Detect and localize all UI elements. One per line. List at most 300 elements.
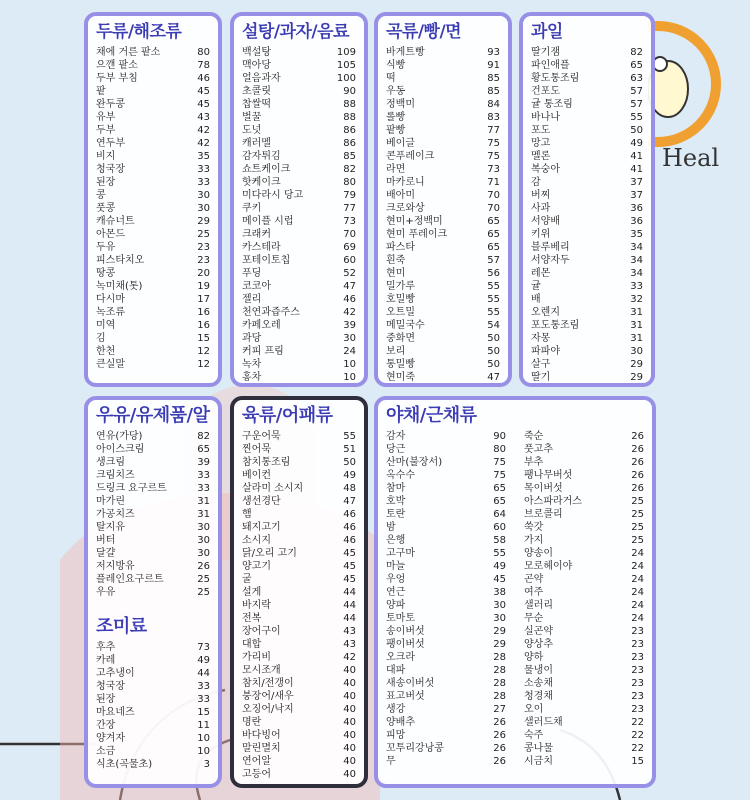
food-row (386, 241, 500, 254)
food-gi-value: 36 (630, 216, 643, 227)
food-name: 표고버섯 (386, 691, 425, 702)
food-row (386, 573, 506, 586)
food-row (531, 228, 643, 241)
food-name: 크림치즈 (96, 470, 135, 481)
food-row (531, 163, 643, 176)
food-gi-value: 50 (487, 359, 500, 370)
food-gi-value: 65 (493, 483, 506, 494)
food-row (242, 729, 356, 742)
food-name: 우동 (386, 86, 406, 97)
food-gi-value: 22 (631, 743, 644, 754)
food-name: 한천 (96, 346, 116, 357)
food-name: 가공치즈 (96, 509, 135, 520)
food-gi-value: 52 (343, 268, 356, 279)
food-name: 쑥갓 (524, 522, 544, 533)
food-row (242, 768, 356, 781)
food-row (96, 85, 210, 98)
food-name: 파스타 (386, 242, 415, 253)
food-name: 마가린 (96, 496, 125, 507)
food-name: 팽나무버섯 (524, 470, 573, 481)
food-gi-value: 22 (631, 717, 644, 728)
food-name: 송이버섯 (386, 626, 425, 637)
food-name: 생강 (386, 704, 406, 715)
food-gi-value: 26 (631, 444, 644, 455)
food-name: 양송이 (524, 548, 553, 559)
food-gi-value: 23 (631, 639, 644, 650)
food-gi-value: 65 (493, 496, 506, 507)
food-row (531, 137, 643, 150)
food-row (242, 703, 356, 716)
food-gi-value: 15 (197, 707, 210, 718)
food-gi-value: 45 (343, 548, 356, 559)
food-gi-value: 70 (343, 229, 356, 240)
food-row (242, 267, 356, 280)
food-name: 베이글 (386, 138, 415, 149)
food-row (531, 332, 643, 345)
food-gi-value: 80 (493, 444, 506, 455)
food-gi-value: 24 (631, 600, 644, 611)
food-name: 딸기잼 (531, 47, 560, 58)
food-name: 현미 (386, 268, 406, 279)
food-row (386, 677, 506, 690)
dairy-seasoning-card (84, 396, 222, 788)
food-row (96, 46, 210, 59)
food-row (531, 254, 643, 267)
food-name: 고구마 (386, 548, 415, 559)
food-row (386, 547, 506, 560)
food-gi-value: 82 (343, 164, 356, 175)
food-row (524, 716, 644, 729)
food-gi-value: 29 (630, 372, 643, 383)
food-gi-value: 70 (487, 190, 500, 201)
food-name: 굴 (242, 574, 252, 585)
food-gi-value: 47 (343, 281, 356, 292)
food-gi-value: 25 (631, 496, 644, 507)
food-name: 크래커 (242, 229, 271, 240)
food-row (242, 664, 356, 677)
food-gi-value: 93 (487, 47, 500, 58)
food-gi-value: 57 (487, 255, 500, 266)
food-row (386, 495, 506, 508)
food-name: 부추 (524, 457, 544, 468)
food-gi-value: 75 (487, 138, 500, 149)
food-row (524, 534, 644, 547)
food-gi-value: 31 (630, 333, 643, 344)
food-gi-value: 45 (343, 574, 356, 585)
food-row (242, 716, 356, 729)
food-gi-value: 41 (630, 164, 643, 175)
food-gi-value: 23 (631, 678, 644, 689)
food-gi-value: 37 (630, 190, 643, 201)
food-row (242, 586, 356, 599)
food-row (96, 332, 210, 345)
food-name: 서양자두 (531, 255, 570, 266)
food-row (531, 124, 643, 137)
food-name: 풋콩 (96, 203, 116, 214)
food-row (386, 189, 500, 202)
food-row (524, 547, 644, 560)
food-name: 구운어묵 (242, 431, 281, 442)
food-name: 저지방유 (96, 561, 135, 572)
food-gi-value: 45 (343, 561, 356, 572)
food-name: 마늘 (386, 561, 406, 572)
food-name: 연어알 (242, 756, 271, 767)
food-name: 미다라시 당고 (242, 190, 304, 201)
grains-bread-noodles-card (374, 12, 512, 387)
food-row (386, 202, 500, 215)
food-row (96, 443, 210, 456)
food-row (386, 443, 506, 456)
food-name: 베이컨 (242, 470, 271, 481)
food-name: 미역 (96, 320, 116, 331)
food-name: 달걀 (96, 548, 116, 559)
food-gi-value: 25 (631, 509, 644, 520)
food-gi-value: 65 (487, 242, 500, 253)
food-name: 참마 (386, 483, 406, 494)
food-name: 유부 (96, 112, 116, 123)
food-gi-value: 45 (197, 99, 210, 110)
food-gi-value: 24 (631, 613, 644, 624)
food-row (386, 85, 500, 98)
food-gi-value: 65 (487, 229, 500, 240)
food-name: 보리 (386, 346, 406, 357)
food-name: 죽순 (524, 431, 544, 442)
food-row (386, 560, 506, 573)
food-row (386, 46, 500, 59)
food-name: 녹조류 (96, 307, 125, 318)
food-row (524, 690, 644, 703)
food-name: 플레인요구르트 (96, 574, 164, 585)
food-gi-value: 28 (493, 691, 506, 702)
food-name: 버터 (96, 535, 116, 546)
food-gi-value: 24 (631, 587, 644, 598)
food-row (96, 745, 210, 758)
food-name: 귤 통조림 (531, 99, 573, 110)
food-row (96, 693, 210, 706)
food-row (242, 59, 356, 72)
food-row (531, 358, 643, 371)
food-name: 통밀빵 (386, 359, 415, 370)
food-row (242, 306, 356, 319)
food-gi-value: 23 (631, 652, 644, 663)
food-row (96, 732, 210, 745)
food-name: 연근 (386, 587, 406, 598)
food-name: 팥빵 (386, 125, 406, 136)
food-row (386, 716, 506, 729)
food-name: 두유 (96, 242, 116, 253)
food-name: 탈지유 (96, 522, 125, 533)
food-name: 청국장 (96, 164, 125, 175)
food-name: 풋고추 (524, 444, 553, 455)
food-row (96, 641, 210, 654)
food-name: 코코아 (242, 281, 271, 292)
food-row (524, 495, 644, 508)
food-name: 복숭아 (531, 164, 560, 175)
food-row (242, 534, 356, 547)
food-row (242, 690, 356, 703)
food-name: 콘푸레이크 (386, 151, 435, 162)
food-name: 우유 (96, 587, 116, 598)
food-gi-value: 23 (197, 242, 210, 253)
food-name: 명란 (242, 717, 262, 728)
food-gi-value: 39 (343, 320, 356, 331)
food-row (96, 150, 210, 163)
food-gi-value: 49 (630, 138, 643, 149)
food-row (242, 573, 356, 586)
food-gi-value: 10 (197, 746, 210, 757)
food-gi-value: 23 (197, 255, 210, 266)
food-row (524, 560, 644, 573)
vegetables-roots-card (374, 396, 656, 788)
food-name: 도넛 (242, 125, 262, 136)
food-row (96, 758, 210, 771)
food-row (242, 430, 356, 443)
food-name: 장어구이 (242, 626, 281, 637)
food-row (531, 215, 643, 228)
food-name: 붕장어/새우 (242, 691, 294, 702)
food-row (96, 654, 210, 667)
food-name: 떡 (386, 73, 396, 84)
food-gi-value: 10 (343, 372, 356, 383)
food-name: 오트밀 (386, 307, 415, 318)
food-row (524, 573, 644, 586)
food-name: 녹차 (242, 359, 262, 370)
food-gi-value: 57 (630, 86, 643, 97)
food-row (524, 599, 644, 612)
section-title: 곡류/빵/면 (386, 22, 462, 42)
food-name: 가리비 (242, 652, 271, 663)
food-row (96, 137, 210, 150)
food-gi-value: 90 (343, 86, 356, 97)
food-gi-value: 11 (197, 720, 210, 731)
fruits-card (519, 12, 655, 387)
food-row (524, 742, 644, 755)
food-gi-value: 73 (197, 642, 210, 653)
food-gi-value: 82 (197, 431, 210, 442)
food-row (242, 111, 356, 124)
food-name: 생크림 (96, 457, 125, 468)
food-gi-value: 100 (336, 73, 356, 84)
food-row (386, 72, 500, 85)
food-row (242, 280, 356, 293)
food-row (386, 267, 500, 280)
food-name: 김 (96, 333, 106, 344)
section-title: 야채/근채류 (386, 405, 477, 426)
food-name: 밀가루 (386, 281, 415, 292)
food-name: 대합 (242, 639, 262, 650)
food-row (386, 599, 506, 612)
food-gi-value: 44 (343, 600, 356, 611)
food-gi-value: 33 (197, 483, 210, 494)
food-gi-value: 33 (197, 681, 210, 692)
food-gi-value: 23 (631, 691, 644, 702)
food-row (524, 703, 644, 716)
food-name: 후추 (96, 642, 116, 653)
food-gi-value: 49 (493, 561, 506, 572)
food-gi-value: 19 (197, 281, 210, 292)
food-name: 고추냉이 (96, 668, 135, 679)
food-row (242, 456, 356, 469)
food-name: 밤 (386, 522, 396, 533)
food-row (242, 651, 356, 664)
food-gi-value: 26 (631, 470, 644, 481)
food-row (96, 547, 210, 560)
food-gi-value: 109 (336, 47, 356, 58)
food-row (96, 456, 210, 469)
food-name: 연두부 (96, 138, 125, 149)
food-row (96, 176, 210, 189)
food-gi-value: 75 (493, 470, 506, 481)
food-gi-value: 30 (197, 548, 210, 559)
food-name: 귤 (531, 281, 541, 292)
food-gi-value: 25 (197, 574, 210, 585)
food-row (531, 371, 643, 384)
food-name: 바다빙어 (242, 730, 281, 741)
food-gi-value: 50 (630, 125, 643, 136)
food-row (242, 46, 356, 59)
food-name: 된장 (96, 177, 116, 188)
food-row (242, 495, 356, 508)
food-row (242, 508, 356, 521)
food-gi-value: 32 (630, 294, 643, 305)
food-name: 핫케이크 (242, 177, 281, 188)
food-row (242, 371, 356, 384)
food-row (96, 469, 210, 482)
beans-seaweed-card (84, 12, 222, 387)
food-name: 양상추 (524, 639, 553, 650)
food-name: 푸딩 (242, 268, 262, 279)
food-gi-value: 23 (631, 704, 644, 715)
food-row (386, 332, 500, 345)
food-gi-value: 28 (493, 652, 506, 663)
food-row (242, 625, 356, 638)
food-row (96, 293, 210, 306)
food-list (386, 46, 500, 384)
food-name: 브로콜리 (524, 509, 563, 520)
food-row (531, 46, 643, 59)
food-row (242, 638, 356, 651)
food-gi-value: 26 (631, 431, 644, 442)
food-name: 청경채 (524, 691, 553, 702)
food-name: 건포도 (531, 86, 560, 97)
food-gi-value: 73 (487, 164, 500, 175)
food-name: 무순 (524, 613, 544, 624)
food-list (96, 430, 210, 599)
food-gi-value: 26 (493, 743, 506, 754)
food-name: 콩나물 (524, 743, 553, 754)
food-list (242, 430, 356, 781)
food-gi-value: 44 (343, 587, 356, 598)
food-name: 식초(곡물초) (96, 759, 153, 770)
food-gi-value: 33 (630, 281, 643, 292)
food-gi-value: 31 (197, 496, 210, 507)
food-row (386, 430, 506, 443)
food-gi-value: 58 (493, 535, 506, 546)
food-gi-value: 25 (197, 229, 210, 240)
food-row (242, 98, 356, 111)
food-name: 팥 (96, 86, 106, 97)
food-name: 천연과즙주스 (242, 307, 300, 318)
food-gi-value: 40 (343, 665, 356, 676)
food-gi-value: 36 (630, 203, 643, 214)
food-gi-value: 85 (487, 86, 500, 97)
food-gi-value: 30 (197, 522, 210, 533)
food-row (242, 547, 356, 560)
food-gi-value: 40 (343, 691, 356, 702)
food-gi-value: 85 (343, 151, 356, 162)
food-gi-value: 50 (343, 457, 356, 468)
food-row (386, 651, 506, 664)
food-name: 레몬 (531, 268, 551, 279)
section-title: 조미료 (96, 616, 147, 637)
food-row (242, 599, 356, 612)
food-gi-value: 30 (493, 613, 506, 624)
food-name: 흰죽 (386, 255, 406, 266)
food-row (524, 469, 644, 482)
food-gi-value: 83 (487, 112, 500, 123)
food-name: 말린멸치 (242, 743, 281, 754)
food-name: 중화면 (386, 333, 415, 344)
food-row (242, 319, 356, 332)
food-gi-value: 77 (487, 125, 500, 136)
food-gi-value: 55 (487, 281, 500, 292)
food-gi-value: 40 (343, 769, 356, 780)
food-gi-value: 73 (343, 216, 356, 227)
food-name: 으깬 팥소 (96, 60, 138, 71)
food-name: 샐러리 (524, 600, 553, 611)
food-gi-value: 49 (197, 655, 210, 666)
food-name: 사과 (531, 203, 551, 214)
food-gi-value: 85 (487, 73, 500, 84)
food-gi-value: 45 (493, 574, 506, 585)
section-title: 과일 (531, 22, 563, 42)
food-gi-value: 25 (631, 535, 644, 546)
food-row (386, 371, 500, 384)
food-name: 가지 (524, 535, 544, 546)
food-row (242, 560, 356, 573)
food-row (386, 345, 500, 358)
food-row (96, 560, 210, 573)
food-name: 아몬드 (96, 229, 125, 240)
food-gi-value: 26 (493, 756, 506, 767)
food-name: 소금 (96, 746, 116, 757)
food-name: 양고기 (242, 561, 271, 572)
food-name: 호박 (386, 496, 406, 507)
food-name: 메밀국수 (386, 320, 425, 331)
food-gi-value: 44 (343, 613, 356, 624)
food-row (531, 98, 643, 111)
food-row (524, 612, 644, 625)
food-row (386, 163, 500, 176)
food-row (524, 651, 644, 664)
food-gi-value: 77 (343, 203, 356, 214)
food-row (242, 443, 356, 456)
food-row (524, 625, 644, 638)
food-gi-value: 65 (197, 444, 210, 455)
food-name: 포테이토칩 (242, 255, 291, 266)
food-row (531, 345, 643, 358)
food-gi-value: 46 (197, 73, 210, 84)
food-row (242, 742, 356, 755)
food-row (386, 293, 500, 306)
food-name: 큰실말 (96, 359, 125, 370)
food-gi-value: 82 (630, 47, 643, 58)
food-gi-value: 26 (631, 457, 644, 468)
food-row (524, 508, 644, 521)
food-gi-value: 35 (197, 151, 210, 162)
food-name: 실곤약 (524, 626, 553, 637)
food-row (386, 521, 506, 534)
